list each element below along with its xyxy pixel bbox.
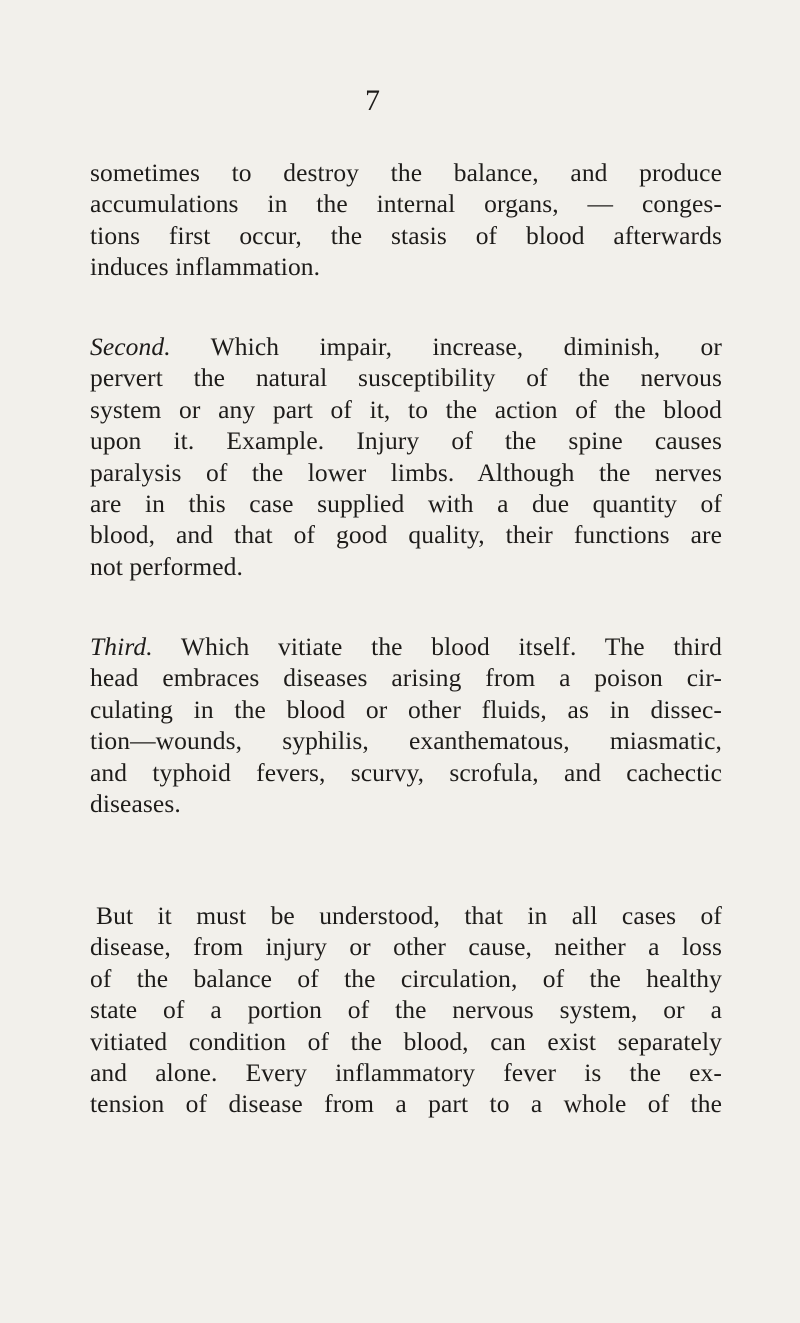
text-line: head embraces diseases arising from a poison cir- — [90, 663, 722, 693]
text-line: diseases. — [90, 789, 181, 819]
lead-in-third: Third. — [90, 632, 153, 661]
text-line: disease, from injury or other cause, neither a loss — [90, 932, 722, 962]
text-line: pervert the natural susceptibility of the nervous — [90, 363, 722, 393]
text-line: tion—wounds, syphilis, exanthematous, miasmatic, — [90, 726, 722, 756]
text-line: tions first occur, the stasis of blood afterwards — [90, 220, 722, 250]
text-line: not performed. — [90, 551, 243, 581]
text-line: paralysis of the lower limbs. Although the nerves — [90, 457, 722, 487]
text-line-rest: Which vitiate the blood itself. The third — [152, 632, 722, 661]
text-line: and typhoid fevers, scurvy, scrofula, and cachectic — [90, 757, 722, 787]
text-line: upon it. Example. Injury of the spine causes — [90, 426, 722, 456]
page-number: 7 — [365, 84, 380, 117]
text-line: blood, and that of good quality, their functions are — [90, 520, 722, 550]
paragraph-3 — [90, 631, 722, 819]
text-line: But it must be understood, that in all cases of — [96, 901, 722, 930]
text-line: system or any part of it, to the action of the blood — [90, 394, 722, 424]
text-line: state of a portion of the nervous system, or a — [90, 995, 722, 1025]
text-line: accumulations in the internal organs, — conges- — [90, 189, 722, 219]
text-line — [90, 631, 722, 662]
text-line-rest: Which impair, increase, diminish, or — [170, 332, 722, 361]
paragraph-2 — [90, 331, 722, 582]
text-line: vitiated condition of the blood, can exist separately — [90, 1026, 722, 1056]
text-line: and alone. Every inflammatory fever is the ex- — [90, 1058, 722, 1088]
text-line: culating in the blood or other fluids, as in dissec- — [90, 694, 722, 724]
text-line: tension of disease from a part to a whole of the — [90, 1089, 722, 1119]
text-line: sometimes to destroy the balance, and produce — [90, 158, 722, 187]
paragraph-1 — [90, 157, 722, 283]
text-line: of the balance of the circulation, of the healthy — [90, 963, 722, 993]
lead-in-second: Second. — [90, 332, 171, 361]
text-line: induces inflammation. — [90, 252, 321, 282]
text-line: are in this case supplied with a due quantity of — [90, 489, 722, 519]
paragraph-4 — [90, 900, 722, 1120]
text-line — [90, 331, 722, 362]
